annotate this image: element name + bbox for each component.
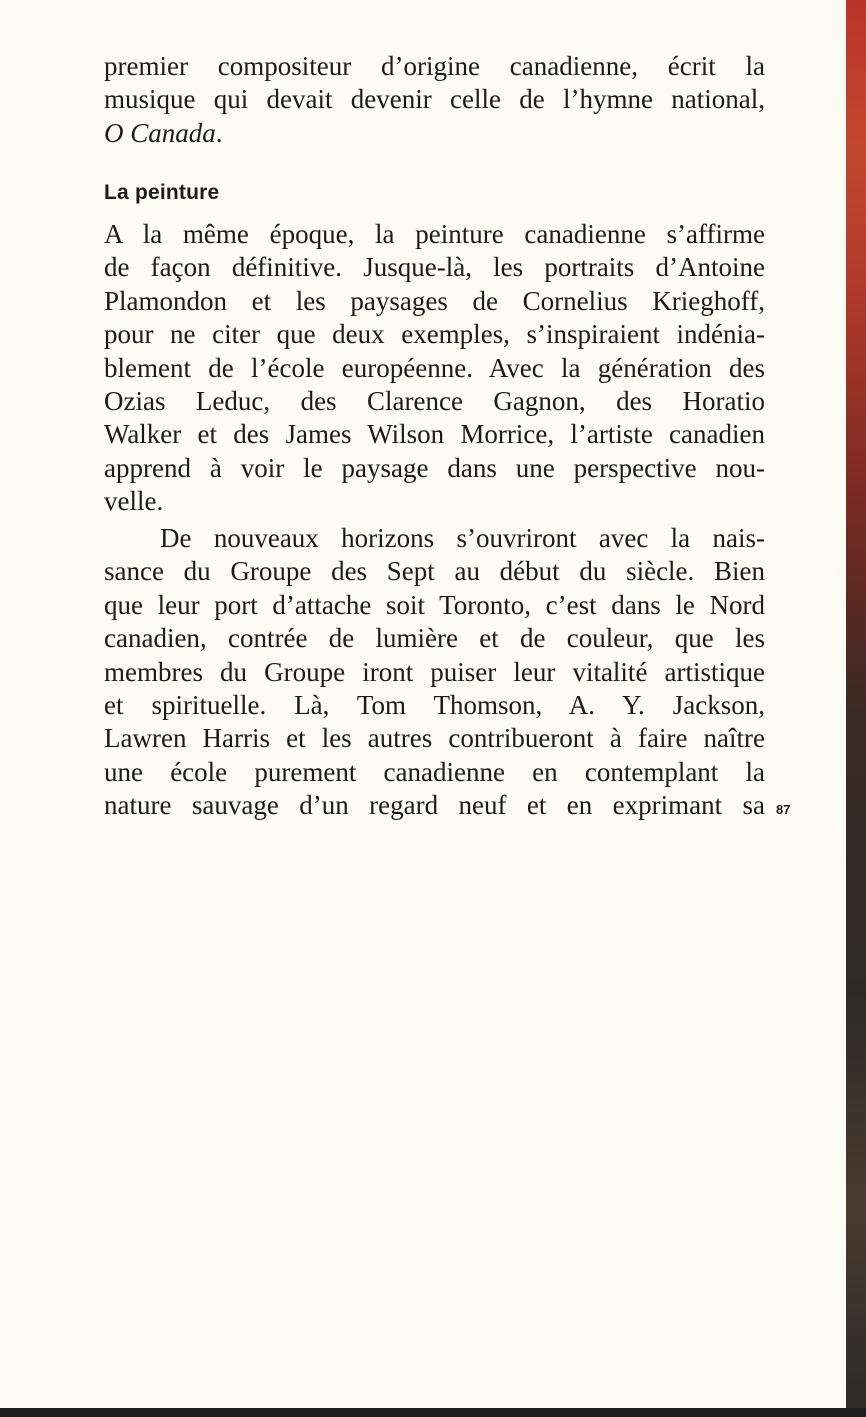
intro-paragraph: [104, 50, 765, 150]
anthem-title: O Canada: [104, 117, 216, 148]
text-line: apprend à voir le paysage dans une perspective nou-: [104, 452, 765, 483]
text-line: canadien, contrée de lumière et de couleur, que les: [104, 623, 765, 654]
text-line: membres du Groupe iront puiser leur vitalité artistique: [104, 656, 765, 687]
text-line: De nouveaux horizons s’ouvriront avec la nais-: [160, 523, 765, 553]
book-edge: [846, 0, 866, 1417]
text-line: A la même époque, la peinture canadienne s’affirme: [104, 219, 765, 249]
paragraph-1: [104, 218, 765, 519]
text-line: sance du Groupe des Sept au début du siècle. Bien: [104, 556, 765, 587]
text-line: et spirituelle. Là, Tom Thomson, A. Y. Jackson,: [104, 689, 765, 720]
text-line: Lawren Harris et les autres contribueront à faire naître: [104, 723, 765, 754]
text-line: premier compositeur d’origine canadienne, écrit la: [104, 51, 765, 81]
text-line: musique qui devait devenir celle de l’hymne national,: [104, 84, 765, 115]
text-line: Ozias Leduc, des Clarence Gagnon, des Horatio: [104, 385, 765, 416]
section-heading: La peinture: [104, 181, 220, 204]
text-line: une école purement canadienne en contemplant la: [104, 756, 765, 787]
text-line: Walker et des James Wilson Morrice, l’artiste canadien: [104, 419, 765, 450]
punctuation: .: [215, 117, 223, 148]
text-line: Plamondon et les paysages de Cornelius Krieghoff,: [104, 285, 765, 316]
text-line: blement de l’école européenne. Avec la génération des: [104, 352, 765, 383]
text-line: pour ne citer que deux exemples, s’inspiraient indénia-: [104, 319, 765, 350]
text-line: velle.: [104, 486, 164, 517]
page-number: 87: [776, 802, 791, 817]
text-line: [104, 117, 765, 150]
text-line: que leur port d’attache soit Toronto, c’est dans le Nord: [104, 589, 765, 620]
text-line: de façon définitive. Jusque-là, les portraits d’Antoine: [104, 252, 765, 283]
text-line: nature sauvage d’un regard neuf et en exprimant sa: [104, 790, 765, 821]
paragraph-2: [104, 522, 765, 823]
book-edge-bottom: [0, 1408, 866, 1417]
